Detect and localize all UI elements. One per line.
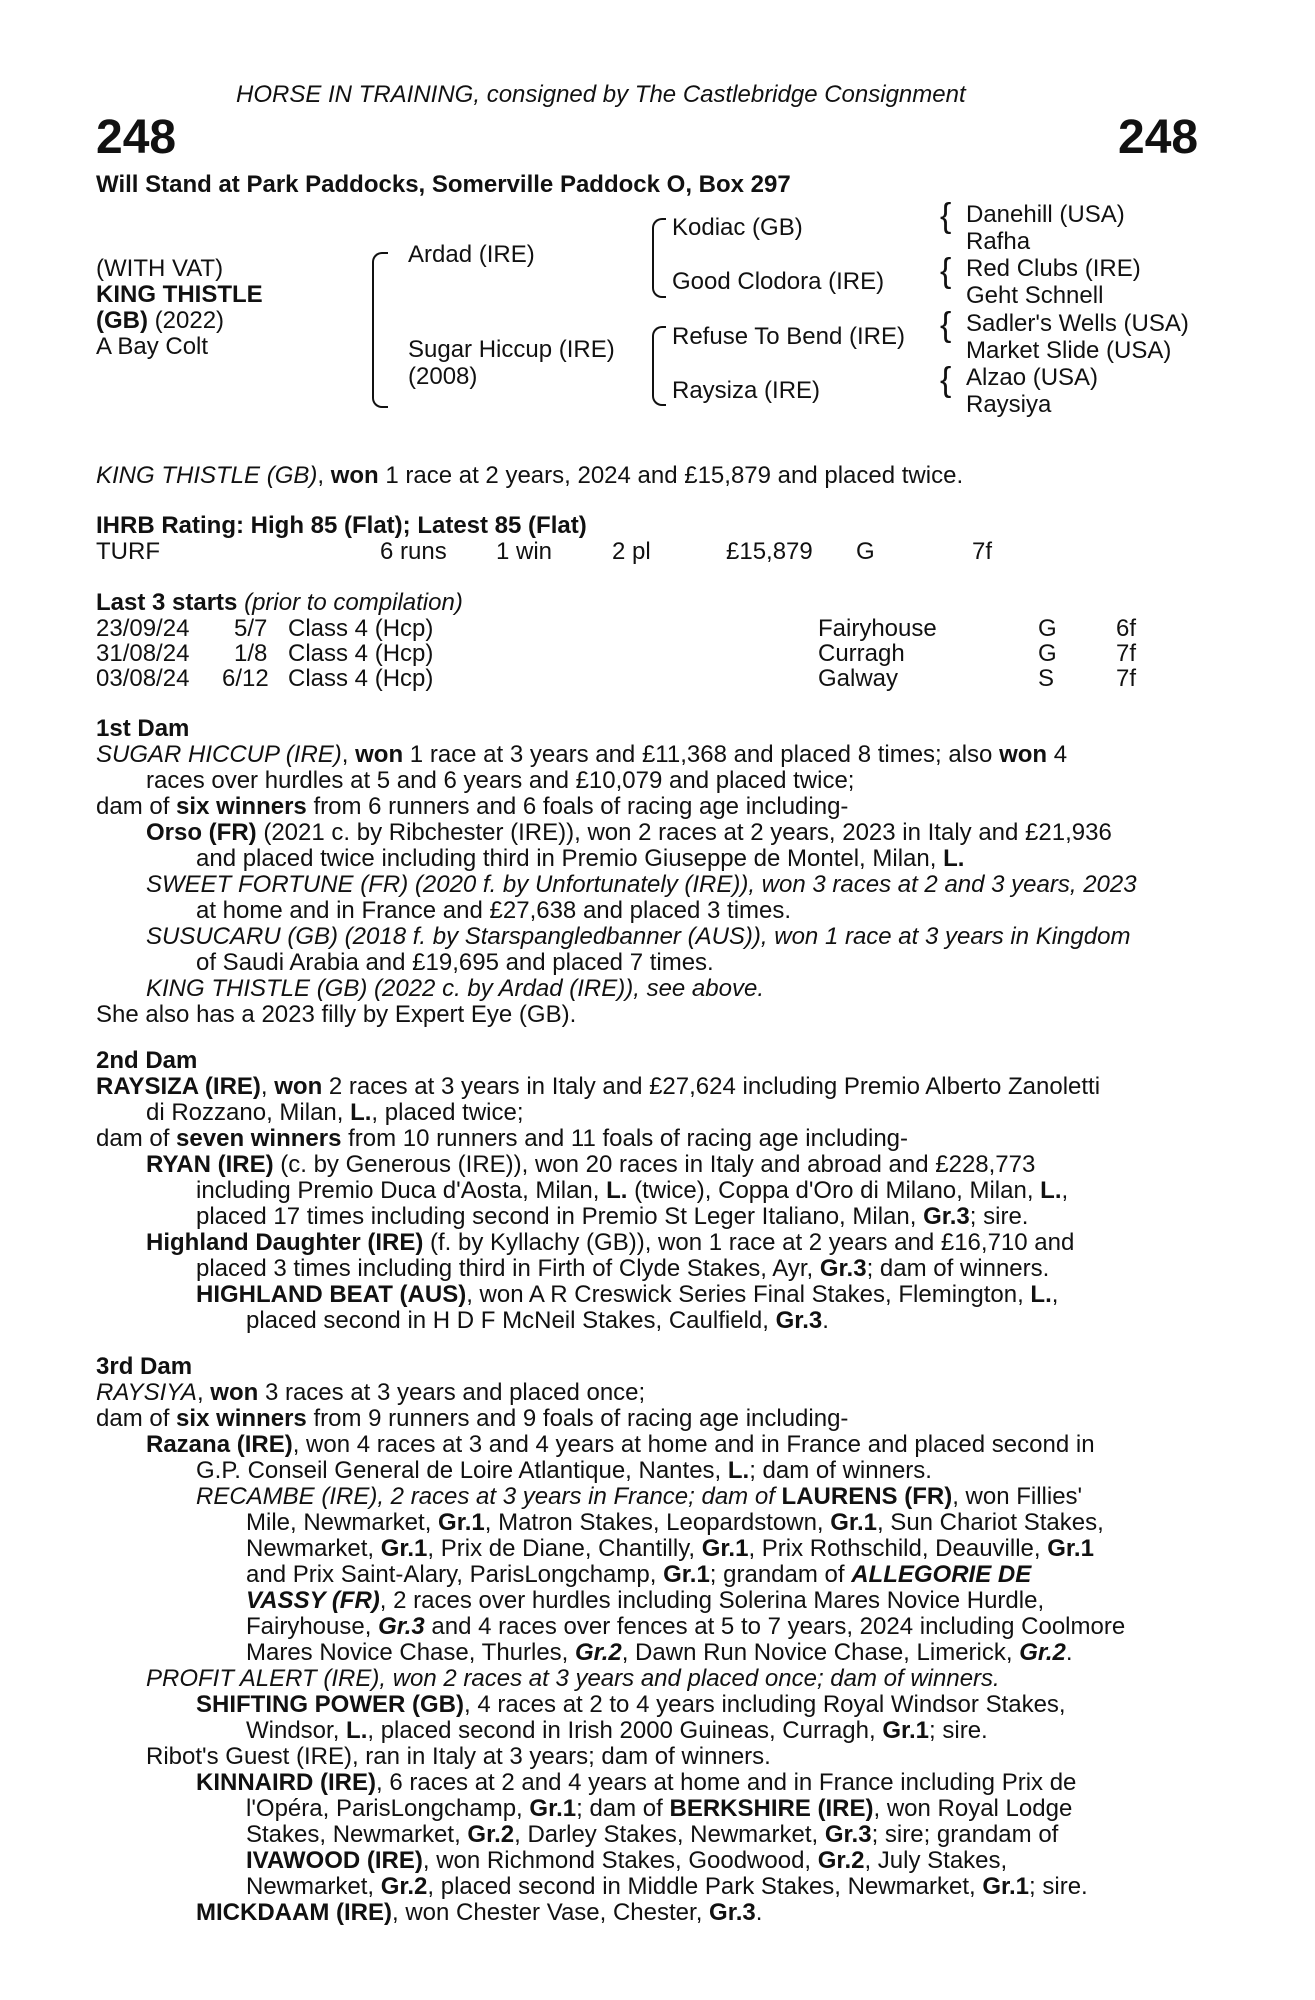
- text-run: SUGAR HICCUP (IRE): [96, 741, 342, 768]
- text-run: , Dawn Run Novice Chase, Limerick,: [621, 1639, 1020, 1666]
- text-run: SHIFTING POWER (GB): [196, 1691, 464, 1718]
- text-run: Last 3 starts: [96, 589, 238, 616]
- start-distance: 6f: [1116, 615, 1137, 642]
- text-run: Gr.1: [529, 1795, 577, 1822]
- text-run: Gr.1: [663, 1561, 710, 1588]
- text-run: ALLEGORIE DE: [851, 1561, 1032, 1588]
- horse-description: A Bay Colt: [96, 333, 209, 360]
- text-line: [96, 1406, 1204, 1432]
- text-run: Newmarket,: [246, 1535, 381, 1562]
- text-run: won: [999, 741, 1048, 768]
- start-date: 31/08/24: [96, 640, 190, 667]
- text-line: [96, 1282, 1204, 1308]
- text-line: [96, 1458, 1204, 1484]
- rating-prize: £15,879: [726, 538, 813, 565]
- text-run: Orso (FR): [146, 819, 257, 846]
- first-dam-section: [96, 742, 1204, 1028]
- text-run: Mile, Newmarket,: [246, 1509, 439, 1536]
- pedigree-brace-sire: [652, 218, 666, 298]
- text-run: L.: [943, 845, 965, 872]
- text-line: [96, 1874, 1204, 1900]
- rating-runs: 6 runs: [380, 538, 447, 565]
- start-position: 6/12: [222, 665, 269, 692]
- race-summary: KING THISTLE (GB), won 1 race at 2 years, 2024 and £15,879 and placed twice.: [96, 462, 964, 489]
- text-run: and Prix Saint-Alary, ParisLongchamp,: [246, 1561, 664, 1588]
- start-distance: 7f: [1116, 665, 1137, 692]
- text-line: [96, 1718, 1204, 1744]
- start-going: G: [1038, 615, 1057, 642]
- text-line: [96, 1588, 1204, 1614]
- start-course: Curragh: [818, 640, 905, 667]
- text-run: L.: [350, 1099, 372, 1126]
- text-run: HIGHLAND BEAT (AUS): [196, 1281, 467, 1308]
- brace-icon: {: [940, 361, 952, 399]
- pedigree-sdd: Geht Schnell: [966, 282, 1104, 309]
- text-run: (f. by Kyllachy (GB)), won 1 race at 2 years and £16,710 and: [423, 1229, 1075, 1256]
- third-dam-heading: 3rd Dam: [96, 1353, 193, 1380]
- text-run: Gr.3: [923, 1203, 970, 1230]
- text-run: won: [330, 462, 379, 489]
- pedigree-brace-main: [372, 252, 388, 408]
- text-run: (twice), Coppa d'Oro di Milano, Milan,: [627, 1177, 1041, 1204]
- text-line: SUSUCARU (GB) (2018 f. by Starspangledbanner (AUS)), won 1 race at 3 years in Kingdom: [146, 923, 1131, 950]
- text-run: IVAWOOD (IRE): [246, 1847, 423, 1874]
- text-line: Ribot's Guest (IRE), ran in Italy at 3 years; dam of winners.: [146, 1743, 771, 1770]
- text-line: [96, 1074, 1204, 1100]
- text-line: [96, 1822, 1204, 1848]
- horse-year: (2022): [154, 307, 225, 334]
- text-run: from 10 runners and 11 foals of racing age including-: [341, 1125, 909, 1152]
- text-run: won: [355, 741, 404, 768]
- text-run: Gr.3: [819, 1255, 867, 1282]
- text-line: [96, 1178, 1204, 1204]
- text-run: Gr.1: [438, 1509, 485, 1536]
- text-run: G.P. Conseil General de Loire Atlantique, Nantes,: [196, 1457, 728, 1484]
- text-line: [96, 1900, 1204, 1926]
- text-line: SWEET FORTUNE (FR) (2020 f. by Unfortunately (IRE)), won 3 races at 2 and 3 years, 2023: [146, 871, 1137, 898]
- pedigree-dss: Sadler's Wells (USA): [966, 310, 1189, 337]
- text-line: [96, 1536, 1204, 1562]
- text-line: [96, 1692, 1204, 1718]
- text-line: [96, 1126, 1204, 1152]
- pedigree-sss: Danehill (USA): [966, 201, 1125, 228]
- start-distance: 7f: [1116, 640, 1137, 667]
- start-class: Class 4 (Hcp): [288, 640, 434, 667]
- text-run: , won 4 races at 3 and 4 years at home and in France and placed second in: [292, 1431, 1095, 1458]
- text-run: (prior to compilation): [244, 589, 463, 616]
- rating-wins: 1 win: [496, 538, 553, 565]
- text-run: L.: [727, 1457, 750, 1484]
- stand-location: Will Stand at Park Paddocks, Somerville Paddock O, Box 297: [96, 171, 791, 198]
- pedigree-dds: Alzao (USA): [966, 364, 1099, 391]
- text-run: ; dam of winners.: [866, 1255, 1050, 1282]
- text-run: Windsor,: [246, 1717, 347, 1744]
- brace-icon: {: [940, 306, 952, 344]
- text-run: .: [755, 1899, 763, 1926]
- text-line: races over hurdles at 5 and 6 years and £10,079 and placed twice;: [146, 767, 855, 794]
- text-run: 1 race at 2 years, 2024 and £15,879 and placed twice.: [378, 462, 964, 489]
- text-run: L.: [346, 1717, 368, 1744]
- start-course: Galway: [818, 665, 899, 692]
- text-line: at home and in France and £27,638 and placed 3 times.: [196, 897, 792, 924]
- text-run: won: [274, 1073, 323, 1100]
- pedigree-ddd: Raysiya: [966, 391, 1052, 418]
- text-run: , won A R Creswick Series Final Stakes, Flemington,: [466, 1281, 1031, 1308]
- text-run: KINNAIRD (IRE): [196, 1769, 376, 1796]
- pedigree-sds: Red Clubs (IRE): [966, 255, 1141, 282]
- text-run: , placed second in Irish 2000 Guineas, Curragh,: [367, 1717, 883, 1744]
- text-line: of Saudi Arabia and £19,695 and placed 7 times.: [196, 949, 714, 976]
- brace-icon: {: [940, 197, 952, 235]
- start-position: 5/7: [234, 615, 268, 642]
- text-run: , won Richmond Stakes, Goodwood,: [422, 1847, 818, 1874]
- text-run: six winners: [176, 793, 307, 820]
- text-line: [96, 1152, 1204, 1178]
- rating-going: G: [856, 538, 875, 565]
- text-line: [96, 1848, 1204, 1874]
- text-line: [96, 820, 1204, 846]
- pedigree-dam-sire: Refuse To Bend (IRE): [672, 323, 906, 350]
- text-run: LAURENS (FR): [781, 1483, 953, 1510]
- text-run: , Darley Stakes, Newmarket,: [514, 1821, 825, 1848]
- text-run: RAYSIZA (IRE): [96, 1073, 261, 1100]
- text-run: won: [210, 1379, 259, 1406]
- text-run: , Prix Rothschild, Deauville,: [748, 1535, 1048, 1562]
- text-run: , won Fillies': [952, 1483, 1083, 1510]
- text-run: dam of: [96, 1405, 177, 1432]
- text-run: di Rozzano, Milan,: [146, 1099, 351, 1126]
- text-line: [96, 1614, 1204, 1640]
- text-run: dam of: [96, 793, 177, 820]
- text-run: placed second in H D F McNeil Stakes, Caulfield,: [246, 1307, 776, 1334]
- text-run: L.: [1040, 1177, 1062, 1204]
- text-line: [96, 1770, 1204, 1796]
- first-dam-heading: 1st Dam: [96, 715, 190, 742]
- text-run: ; sire.: [1029, 1873, 1088, 1900]
- text-run: Stakes, Newmarket,: [246, 1821, 468, 1848]
- text-run: ,: [1051, 1281, 1059, 1308]
- text-run: Gr.3: [775, 1307, 823, 1334]
- third-dam-section: [96, 1380, 1204, 1926]
- text-line: [96, 1640, 1204, 1666]
- start-position: 1/8: [234, 640, 268, 667]
- start-course: Fairyhouse: [818, 615, 937, 642]
- text-line: [96, 1204, 1204, 1230]
- text-run: including Premio Duca d'Aosta, Milan,: [196, 1177, 607, 1204]
- text-run: placed 17 times including second in Premio St Leger Italiano, Milan,: [196, 1203, 924, 1230]
- text-run: , 6 races at 2 and 4 years at home and in France including Prix de: [376, 1769, 1077, 1796]
- text-run: Mares Novice Chase, Thurles,: [246, 1639, 576, 1666]
- horse-name: KING THISTLE: [96, 281, 263, 308]
- rating-surface: TURF: [96, 538, 160, 565]
- text-run: ,: [196, 1379, 211, 1406]
- text-run: RYAN (IRE): [146, 1151, 274, 1178]
- pedigree-sire-sire: Kodiac (GB): [672, 214, 803, 241]
- text-run: RAYSIYA: [96, 1379, 197, 1406]
- text-run: .: [822, 1307, 829, 1334]
- rating-distance: 7f: [972, 538, 993, 565]
- text-run: (2021 c. by Ribchester (IRE)), won 2 races at 2 years, 2023 in Italy and £21,936: [256, 819, 1112, 846]
- pedigree-sire: Ardad (IRE): [408, 241, 535, 268]
- text-run: 2 races at 3 years in Italy and £27,624 including Premio Alberto Zanoletti: [322, 1073, 1101, 1100]
- text-run: seven winners: [176, 1125, 342, 1152]
- text-line: [96, 1308, 1204, 1334]
- text-run: Gr.3: [824, 1821, 872, 1848]
- start-going: G: [1038, 640, 1057, 667]
- text-run: , placed second in Middle Park Stakes, Newmarket,: [427, 1873, 983, 1900]
- vat-note: (WITH VAT): [96, 255, 224, 282]
- text-run: placed 3 times including third in Firth of Clyde Stakes, Ayr,: [196, 1255, 820, 1282]
- text-run: and 4 races over fences at 5 to 7 years, 2024 including Coolmore: [424, 1613, 1126, 1640]
- text-run: Gr.1: [380, 1535, 428, 1562]
- pedigree-dam-dam: Raysiza (IRE): [672, 377, 821, 404]
- text-run: Gr.1: [982, 1873, 1030, 1900]
- rating-title: IHRB Rating: High 85 (Flat); Latest 85 (Flat): [96, 512, 587, 539]
- text-run: , Sun Chariot Stakes,: [876, 1509, 1104, 1536]
- text-run: VASSY (FR): [246, 1587, 380, 1614]
- pedigree-dsd: Market Slide (USA): [966, 337, 1172, 364]
- lot-number-right: 248: [1118, 111, 1199, 164]
- text-run: ; grandam of: [709, 1561, 852, 1588]
- text-run: dam of: [96, 1125, 177, 1152]
- start-class: Class 4 (Hcp): [288, 665, 434, 692]
- text-run: Gr.2: [575, 1639, 622, 1666]
- text-run: Gr.3: [378, 1613, 425, 1640]
- text-run: Gr.1: [701, 1535, 749, 1562]
- text-run: Gr.3: [709, 1899, 756, 1926]
- rating-places: 2 pl: [612, 538, 651, 565]
- text-run: ; sire.: [969, 1203, 1029, 1230]
- text-line: [96, 794, 1204, 820]
- text-run: l'Opéra, ParisLongchamp,: [246, 1795, 530, 1822]
- text-run: Gr.2: [380, 1873, 428, 1900]
- text-line: [96, 1796, 1204, 1822]
- text-line: [96, 1432, 1204, 1458]
- text-run: BERKSHIRE (IRE): [669, 1795, 874, 1822]
- lot-number-left: 248: [96, 111, 177, 164]
- second-dam-heading: 2nd Dam: [96, 1047, 198, 1074]
- text-run: ,: [341, 741, 356, 768]
- text-line: [96, 1510, 1204, 1536]
- text-run: and placed twice including third in Premio Giuseppe de Montel, Milan,: [196, 845, 944, 872]
- text-run: , July Stakes,: [864, 1847, 1008, 1874]
- text-line: [96, 1562, 1204, 1588]
- text-run: Gr.2: [467, 1821, 515, 1848]
- text-run: , won Royal Lodge: [873, 1795, 1073, 1822]
- last-starts-title: [96, 590, 463, 616]
- text-run: Gr.1: [830, 1509, 877, 1536]
- text-line: [96, 1380, 1204, 1406]
- text-line: KING THISTLE (GB) (2022 c. by Ardad (IRE)), see above.: [146, 975, 764, 1002]
- text-run: Gr.1: [882, 1717, 930, 1744]
- text-run: Gr.2: [817, 1847, 865, 1874]
- text-run: from 6 runners and 6 foals of racing age including-: [306, 793, 849, 820]
- consignment-header: HORSE IN TRAINING, consigned by The Castlebridge Consignment: [236, 81, 966, 108]
- text-run: (c. by Generous (IRE)), won 20 races in Italy and abroad and £228,773: [273, 1151, 1036, 1178]
- text-line: [96, 1484, 1204, 1510]
- text-run: RECAMBE (IRE), 2 races at 3 years in France; dam of: [196, 1483, 782, 1510]
- start-class: Class 4 (Hcp): [288, 615, 434, 642]
- text-run: Highland Daughter (IRE): [146, 1229, 424, 1256]
- text-run: six winners: [176, 1405, 307, 1432]
- text-run: ; sire.: [929, 1717, 988, 1744]
- text-line: [96, 742, 1204, 768]
- text-line: [96, 1100, 1204, 1126]
- text-run: 1 race at 3 years and £11,368 and placed 8 times; also: [403, 741, 1000, 768]
- text-run: from 9 runners and 9 foals of racing age including-: [306, 1405, 849, 1432]
- text-run: , won Chester Vase, Chester,: [391, 1899, 710, 1926]
- text-run: ,: [260, 1073, 275, 1100]
- horse-suffix-line: [96, 308, 224, 334]
- text-run: MICKDAAM (IRE): [196, 1899, 392, 1926]
- pedigree-dam-year: (2008): [408, 363, 478, 390]
- text-run: 3 races at 3 years and placed once;: [258, 1379, 646, 1406]
- text-run: Razana (IRE): [146, 1431, 293, 1458]
- text-run: , Matron Stakes, Leopardstown,: [484, 1509, 831, 1536]
- text-line: PROFIT ALERT (IRE), won 2 races at 3 years and placed once; dam of winners.: [146, 1665, 1000, 1692]
- text-line: She also has a 2023 filly by Expert Eye (GB).: [96, 1001, 577, 1028]
- pedigree-sire-dam: Good Clodora (IRE): [672, 268, 885, 295]
- text-run: , Prix de Diane, Chantilly,: [427, 1535, 702, 1562]
- text-run: ; dam of winners.: [749, 1457, 932, 1484]
- text-run: KING THISTLE (GB): [96, 462, 318, 489]
- text-run: .: [1065, 1639, 1073, 1666]
- text-run: ,: [1061, 1177, 1069, 1204]
- pedigree-ssd: Rafha: [966, 228, 1031, 255]
- text-line: [96, 846, 1204, 872]
- text-run: ; dam of: [576, 1795, 670, 1822]
- text-run: ; sire; grandam of: [871, 1821, 1059, 1848]
- text-run: , placed twice;: [371, 1099, 524, 1126]
- text-run: Newmarket,: [246, 1873, 381, 1900]
- start-going: S: [1038, 665, 1055, 692]
- horse-suffix: (GB): [96, 307, 148, 334]
- text-run: Gr.2: [1019, 1639, 1066, 1666]
- text-run: L.: [1030, 1281, 1052, 1308]
- text-run: Gr.1: [1047, 1535, 1094, 1562]
- text-run: L.: [606, 1177, 628, 1204]
- text-run: , 2 races over hurdles including Solerina Mares Novice Hurdle,: [379, 1587, 1045, 1614]
- pedigree-brace-dam: [652, 326, 666, 406]
- start-date: 23/09/24: [96, 615, 190, 642]
- pedigree-dam: Sugar Hiccup (IRE): [408, 336, 615, 363]
- text-run: Fairyhouse,: [246, 1613, 379, 1640]
- start-date: 03/08/24: [96, 665, 190, 692]
- text-run: , 4 races at 2 to 4 years including Royal Windsor Stakes,: [463, 1691, 1066, 1718]
- brace-icon: {: [940, 252, 952, 290]
- second-dam-section: [96, 1074, 1204, 1334]
- text-run: 4: [1047, 741, 1068, 768]
- text-line: [96, 1230, 1204, 1256]
- text-line: [96, 1256, 1204, 1282]
